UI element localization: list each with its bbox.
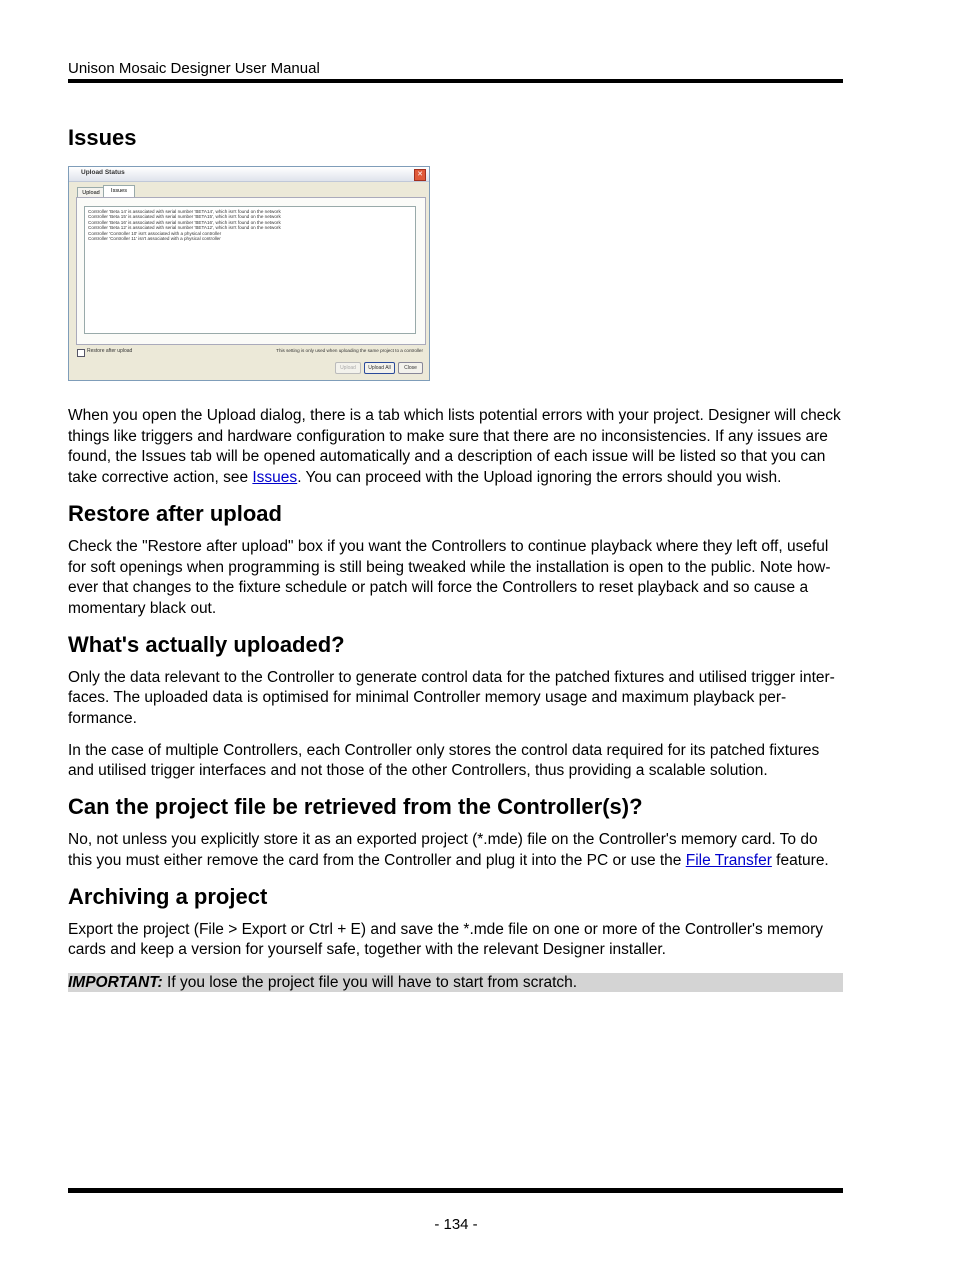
list-item: Controller 'Beta 14' is associated with serial number 'BETA14', which isn't found on the network: [88, 209, 281, 214]
issues-link[interactable]: Issues: [252, 469, 298, 487]
heading-uploaded: What's actually uploaded?: [68, 631, 345, 657]
heading-restore: Restore after upload: [68, 500, 282, 526]
text: No, not unless you explicitly store it as an exported project (*.mde) file on the Controller's memory card. To do this you must either remove the card from the Controller and plug it into the PC or use the: [68, 831, 818, 869]
important-note: [68, 973, 843, 992]
upload-button[interactable]: Upload: [335, 362, 361, 374]
list-item: Controller 'Controller 11' isn't associated with a physical controller: [88, 236, 221, 242]
list-item: Controller 'Beta 12' is associated with serial number 'BETA12', which isn't found on the network: [88, 225, 281, 231]
heading-archiving: Archiving a project: [68, 883, 268, 909]
text: When you open the Upload dialog, there is a tab which lists potential errors with your project. Designer will check things like triggers and hardware configuration to make sure that there are no inconsistencies. If any issues are found, the Issues tab will be opened automatically and a description of each issue will be listed so that you can take corrective action, see: [68, 407, 841, 487]
paragraph-restore: Check the "Restore after upload" box if you want the Controllers to continue playback where they left off, useful for soft openings when programming is still being tweaked while the installation is open to the public. Note how-ever that changes to the fixture schedule or patch will force the Controllers to reset playback and so cause a momentary black out.: [68, 537, 831, 617]
upload-status-dialog: [68, 166, 430, 381]
paragraph-issues: [68, 406, 843, 489]
list-item: Controller 'Beta 15' is associated with serial number 'BETA15', which isn't found on the network: [88, 214, 281, 220]
important-text: If you lose the project file you will have to start from scratch.: [162, 973, 578, 991]
issues-list[interactable]: [84, 206, 416, 334]
footer-rule: [68, 1188, 843, 1193]
close-button[interactable]: Close: [398, 362, 423, 374]
paragraph-uploaded-2: In the case of multiple Controllers, each Controller only stores the control data required for its patched fixtures and utilised trigger interfaces and not those of the other Controllers, thus providing a scalable solution.: [68, 741, 820, 780]
text: feature.: [771, 851, 829, 869]
list-item: Controller 'Beta 16' is associated with serial number 'BETA16', which isn't found on the network: [88, 219, 281, 225]
page-number: - 134 -: [434, 1216, 478, 1233]
list-item: Controller 'Controller 10' isn't associated with a physical controller: [88, 230, 222, 236]
dialog-titlebar: [69, 167, 429, 182]
paragraph-retrieve: [68, 830, 843, 871]
close-icon[interactable]: ✕: [414, 169, 426, 181]
restore-after-upload-checkbox[interactable]: [77, 349, 85, 357]
running-header: Unison Mosaic Designer User Manual: [68, 60, 320, 77]
restore-after-upload-label: Restore after upload: [87, 348, 133, 354]
upload-all-button[interactable]: Upload All: [364, 362, 395, 374]
heading-issues: Issues: [68, 125, 137, 150]
tab-issues[interactable]: Issues: [103, 185, 135, 198]
dialog-title: Upload Status: [81, 169, 125, 176]
important-label: IMPORTANT:: [68, 973, 163, 991]
text: . You can proceed with the Upload ignoring the errors should you wish.: [297, 469, 782, 487]
heading-retrieve: Can the project file be retrieved from the Controller(s)?: [68, 794, 643, 820]
header-rule: [68, 79, 843, 83]
issues-panel: [76, 197, 426, 345]
paragraph-uploaded-1: Only the data relevant to the Controller to generate control data for the patched fixtures and utilised trigger inter-faces. The uploaded data is optimised for minimal Controller memory usage and maximum playback per-formance.: [68, 668, 835, 728]
tab-upload[interactable]: Upload: [77, 187, 105, 198]
paragraph-archiving: Export the project (File > Export or Ctrl + E) and save the *.mde file on one or more of the Controller's memory cards and keep a version for yourself safe, together with the relevant Designer installer.: [68, 920, 824, 959]
file-transfer-link[interactable]: File Transfer: [685, 851, 772, 869]
restore-note: This setting is only used when uploading the same project to a controller: [276, 348, 423, 353]
